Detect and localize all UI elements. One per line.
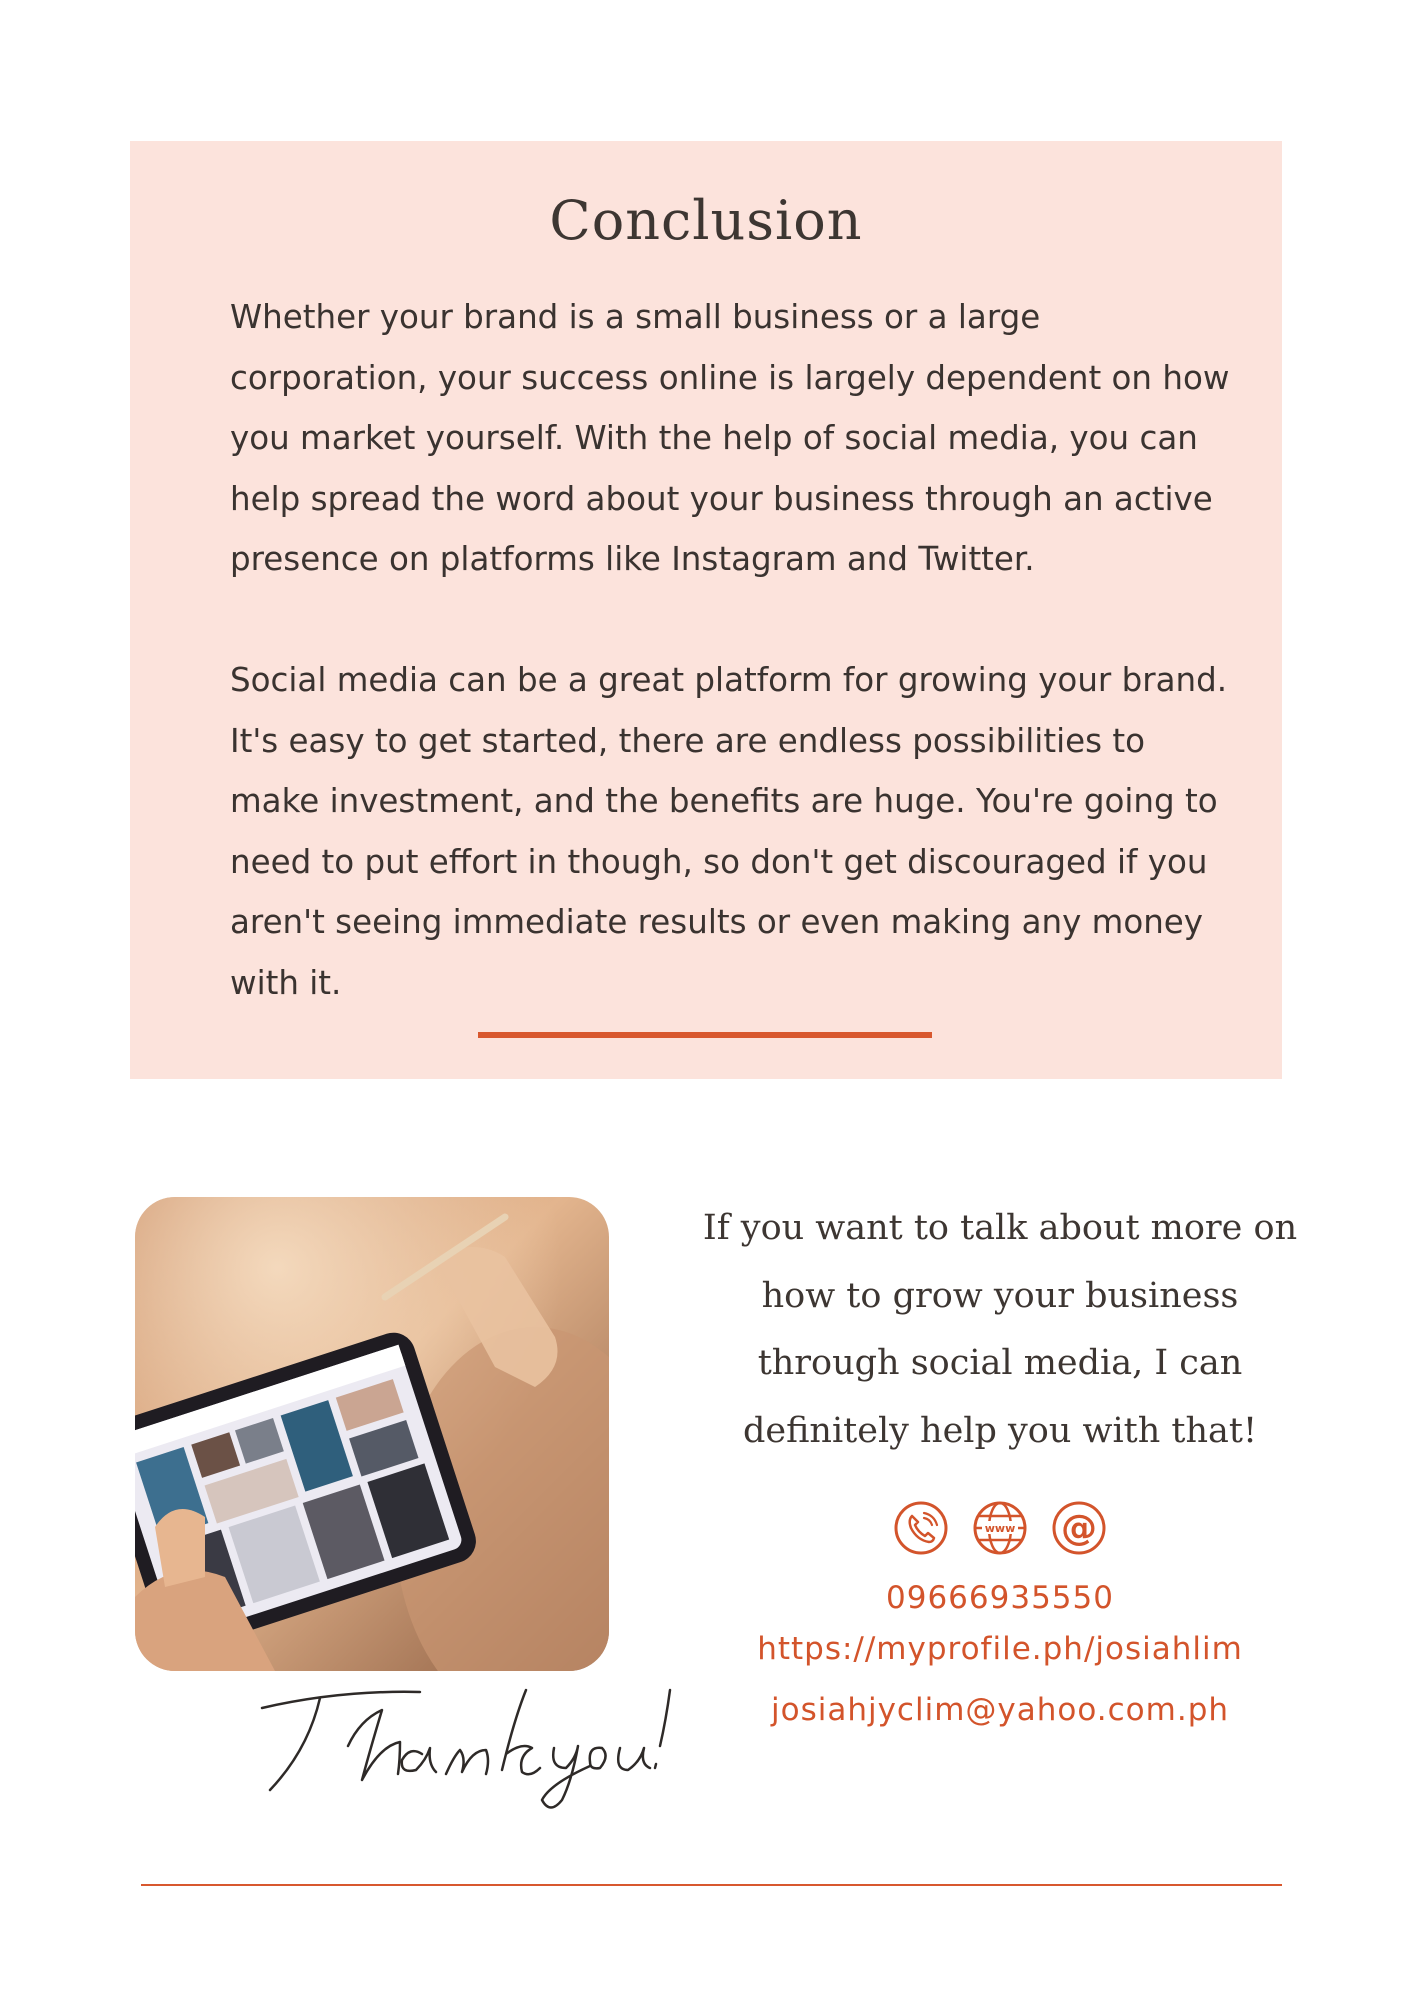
call-to-action	[680, 1195, 1320, 1465]
svg-text:www: www	[984, 1522, 1016, 1535]
cta-line: definitely help you with that!	[742, 1410, 1258, 1451]
cta-line: through social media, I can	[757, 1343, 1243, 1383]
conclusion-paragraph-1: Whether your brand is a small business or a large corporation, your success online is largely dependent on how you market yourself. With the help of social media, you can help spread the word about your business through an active presence on platforms like Instagram and Twitter.	[230, 298, 1230, 578]
cta-line: If you want to talk about more on	[702, 1208, 1298, 1248]
conclusion-paragraph-2: Social media can be a great platform for growing your brand. It's easy to get started, there are endless possibilities to make investment, and the benefits are huge. You're going to need to put effort in though, so don't get discouraged if you aren't seeing immediate results or even making any money with it.	[230, 661, 1228, 1002]
cta-line: how to grow your business	[761, 1275, 1239, 1316]
contact-phone[interactable]: 09666935550	[886, 1580, 1114, 1616]
phone-icon[interactable]	[893, 1500, 949, 1556]
conclusion-panel	[130, 141, 1282, 1079]
tablet-photo	[135, 1197, 609, 1671]
footer-divider	[141, 1884, 1282, 1886]
tablet-photo-illustration	[135, 1197, 609, 1671]
contact-email-link[interactable]: josiahjyclim@yahoo.com.ph	[770, 1692, 1230, 1728]
contact-website-link[interactable]: https://myprofile.ph/josiahlim	[757, 1631, 1243, 1667]
conclusion-body	[230, 287, 1230, 1013]
accent-divider	[478, 1032, 932, 1038]
globe-icon[interactable]	[972, 1500, 1028, 1556]
page-title: Conclusion	[549, 189, 863, 252]
at-icon[interactable]	[1051, 1500, 1107, 1556]
thank-you-signature	[250, 1650, 690, 1810]
svg-text:@: @	[1061, 1508, 1097, 1549]
contact-icons	[893, 1500, 1107, 1556]
